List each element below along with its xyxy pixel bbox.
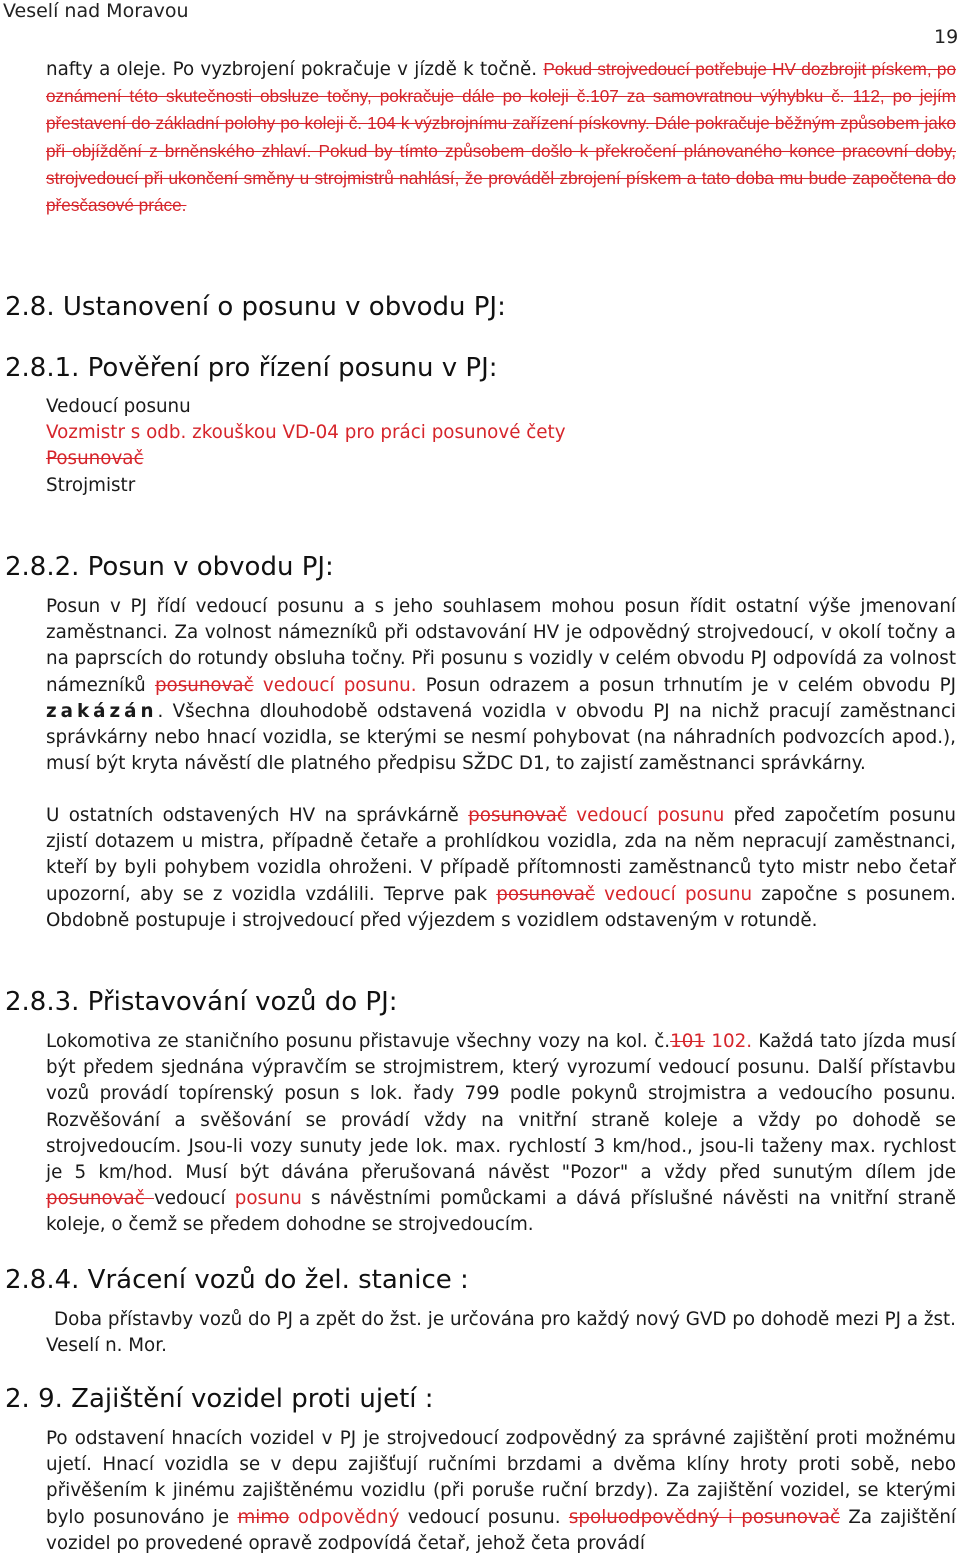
deleted-text: posunovač (154, 674, 254, 696)
section-2-9-paragraph (46, 1426, 956, 1557)
deleted-text: posunovač (468, 805, 567, 826)
text: Posun v PJ řídí vedoucí posunu a s jeho souhlasem mohou posun řídit ostatní výše jmenovaní zaměstnanci. Za volnost námezníků při odstavování HV je odpovědný strojvedoucí, v okolí točny a na paprscích do rotundy obsluha točny. Při posunu s vozidly v celém obvodu PJ odpovídá za volnost námezníků (46, 596, 956, 696)
text: vedoucí (153, 1188, 235, 1210)
spaced-text: zakázán (46, 700, 158, 722)
text: U ostatních odstavených HV na správkárně (46, 805, 469, 826)
text: Za zajištění vozidel po provedené opravě zodpovídá četař, jehož četa provádí (46, 1506, 956, 1554)
inserted-text: vedoucí posunu (594, 883, 753, 905)
deleted-text: 101 (670, 1031, 705, 1052)
text: započne s posunem. Obdobně postupuje i strojvedoucí před výjezdem s vozidlem odstaveným v rotundě. (46, 883, 956, 931)
document-header-title: Veselí nad Moravou (3, 0, 189, 22)
text: vedoucí posunu. (399, 1506, 569, 1528)
section-2-8-2-paragraph-1 (46, 594, 956, 777)
intro-paragraph (46, 56, 956, 219)
section-2-8-4-heading: 2.8.4. Vrácení vozů do žel. stanice : (5, 1265, 469, 1295)
deleted-text: spoluodpovědný i posunovač (568, 1506, 841, 1528)
text: . Všechna dlouhodobě odstavená vozidla v obvodu PJ na nichž pracují zaměstnanci správkárny nebo hnací vozidla, se kterými se nesmí pohybovat (na náhradních podvozcích apod.), musí být kryta návěstí dle platného předpisu SŽDC D1, to zajistí zaměstnanci správkárny. (46, 700, 956, 775)
deleted-text: posunovač (46, 1188, 154, 1210)
section-2-8-1-heading: 2.8.1. Pověření pro řízení posunu v PJ: (5, 353, 498, 383)
text: s návěstními pomůckami a dává příslušné návěsti na vnitřní straně koleje, o čemž se předem dohodne se strojvedoucím. (46, 1188, 956, 1236)
inserted-text: odpovědný (289, 1506, 400, 1528)
inserted-text: vedoucí posunu. (253, 674, 417, 696)
section-2-8-2-paragraph-2 (46, 803, 956, 934)
authorization-list (46, 394, 956, 499)
deleted-text: mimo (237, 1506, 290, 1528)
text: Každá tato jízda musí být předem sjednána výpravčím se strojmistrem, který vyrozumí vedoucí posunu. Další přístavbu vozů provádí topírenský posun s lok. řady 799 podle pokynů strojmistra a vedoucího posunu. Rozvěšování a svěšování se provádí vždy na vnitřní straně koleje a vždy po dohodě se strojvedoucím. Jsou-li vozy sunuty jede lok. max. rychlostí 3 km/hod., jsou-li taženy max. rychlost je 5 km/hod. Musí být dávána přerušovaná návěst "Pozor" a vždy před sunutým dílem jde (46, 1031, 956, 1184)
section-2-8-3-paragraph (46, 1029, 956, 1239)
text: Lokomotiva ze staničního posunu přistavuje všechny vozy na kol. č. (46, 1031, 671, 1052)
section-2-8-3-heading: 2.8.3. Přistavování vozů do PJ: (5, 987, 398, 1017)
inserted-text: 102. (704, 1031, 753, 1052)
list-item-posunovac: Posunovač (46, 448, 144, 470)
deleted-text: posunovač (496, 883, 595, 905)
section-2-9-heading: 2. 9. Zajištění vozidel proti ujetí : (5, 1384, 434, 1414)
text: Po odstavení hnacích vozidel v PJ je strojvedoucí zodpovědný za správné zajištění proti možnému ujetí. Hnací vozidla se v depu zajišťují ručními brzdami a dvěma klíny hroty proti sobě, nebo přivěšením k jinému zajištěnému vozidlu (při poruše ruční brzdy). Za zajištění vozidel, se kterými bylo posunováno je (46, 1428, 956, 1528)
inserted-text: posunu (234, 1188, 302, 1210)
text: Posun odrazem a posun trhnutím je v celém obvodu PJ (416, 674, 956, 696)
section-2-8-4-paragraph (46, 1307, 956, 1359)
intro-deleted-text: Pokud strojvedoucí potřebuje HV dozbrojit pískem, po oznámení této skutečnosti obsluze točny, pokračuje dále po koleji č.107 za samovratnou výhybku č. 112, po jejím přestavení do základní polohy po koleji č. 104 k výzbrojnímu zařízení pískovny. Dále pokračuje běžným způsobem jako při objíždění z brněnského zhlaví. Pokud by tímto způsobem došlo k překročení plánovaného konce pracovní doby, strojvedoucí při ukončení směny u strojmistrů nahlásí, že prováděl zbrojení pískem a tato doba mu bude započtena do přesčasové práce. (46, 59, 957, 216)
list-item-strojmistr: Strojmistr (46, 474, 136, 496)
inserted-text: vedoucí posunu (566, 805, 725, 826)
intro-text: nafty a oleje. Po vyzbrojení pokračuje v jízdě k točně. (46, 59, 544, 80)
text: Doba přístavby vozů do PJ a zpět do žst. je určována pro každý nový GVD po dohodě mezi PJ a žst. Veselí n. Mor. (46, 1309, 956, 1357)
list-item-vedouci: Vedoucí posunu (46, 396, 191, 417)
text: před započetím posunu zjistí dotazem u mistra, případně četaře a prohlídkou vozidla, zda na něm nepracují zaměstnanci, kteří by byli pohybem vozidla ohroženi. V případě přítomnosti zaměstnanců tyto mistr nebo četař upozorní, aby se z vozidla vzdálili. Teprve pak (46, 805, 956, 905)
page-number: 19 (934, 26, 959, 48)
list-item-vozmistr: Vozmistr s odb. zkouškou VD-04 pro práci posunové čety (46, 422, 566, 444)
section-2-8-2-heading: 2.8.2. Posun v obvodu PJ: (5, 552, 334, 582)
section-2-8-heading: 2.8. Ustanovení o posunu v obvodu PJ: (5, 292, 506, 322)
